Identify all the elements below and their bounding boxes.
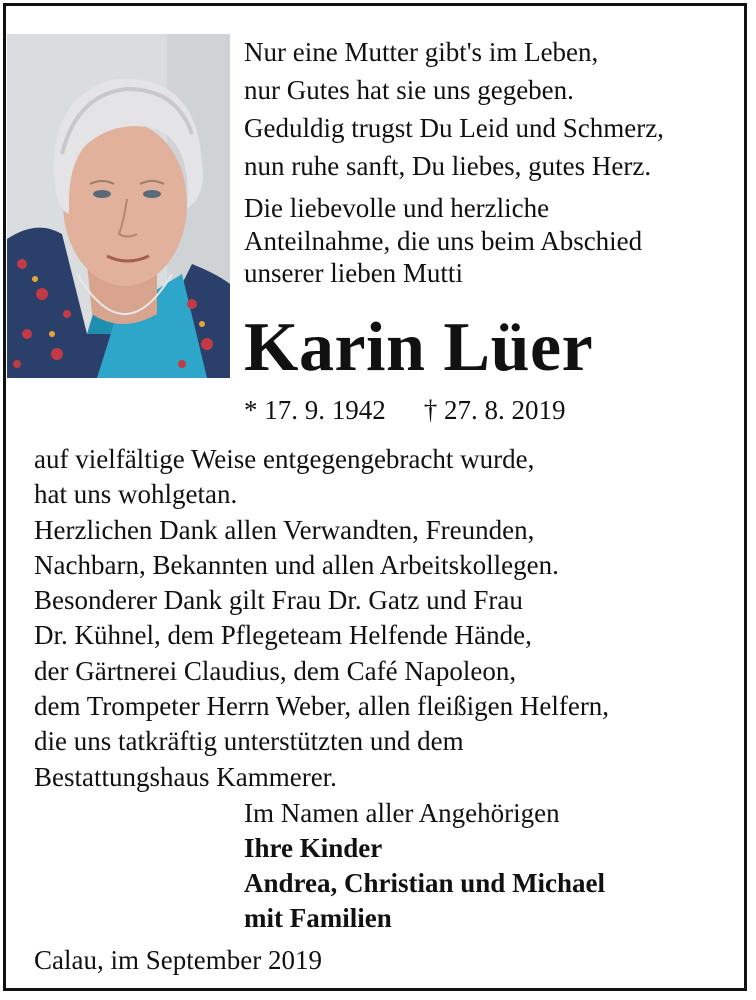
signature-block bbox=[244, 796, 605, 936]
poem-line: nur Gutes hat sie uns gegeben. bbox=[244, 75, 574, 105]
intro-text bbox=[244, 192, 642, 290]
body-line: Herzlichen Dank allen Verwandten, Freunden, bbox=[34, 514, 535, 545]
portrait-photo bbox=[7, 34, 230, 378]
portrait-image bbox=[7, 34, 230, 378]
intro-line: Die liebevolle und herzliche bbox=[244, 193, 550, 223]
birth-date: * 17. 9. 1942 bbox=[244, 395, 386, 425]
place-and-date: Calau, im September 2019 bbox=[34, 945, 322, 975]
signature-families: mit Familien bbox=[244, 903, 392, 933]
body-line: die uns tatkräftig unterstützten und dem bbox=[34, 726, 464, 757]
signature-children: Ihre Kinder bbox=[244, 833, 383, 863]
intro-line: Anteilnahme, die uns beim Abschied bbox=[244, 225, 643, 256]
body-line: Dr. Kühnel, dem Pflegeteam Helfende Hände, bbox=[34, 620, 532, 651]
body-line: auf vielfältige Weise entgegengebracht wurde, bbox=[34, 444, 535, 474]
intro-line: unserer lieben Mutti bbox=[244, 258, 463, 288]
body-line: Bestattungshaus Kammerer. bbox=[34, 761, 337, 792]
poem-line: Geduldig trugst Du Leid und Schmerz, bbox=[244, 113, 664, 143]
body-line: Besonderer Dank gilt Frau Dr. Gatz und Frau bbox=[34, 585, 523, 616]
body-line: der Gärtnerei Claudius, dem Café Napoleon, bbox=[34, 655, 517, 686]
poem-line: Nur eine Mutter gibt's im Leben, bbox=[244, 37, 599, 67]
poem bbox=[244, 33, 664, 185]
signature-names: Andrea, Christian und Michael bbox=[244, 868, 606, 898]
thanks-text bbox=[34, 442, 609, 795]
death-date: † 27. 8. 2019 bbox=[423, 395, 566, 425]
body-line: hat uns wohlgetan. bbox=[34, 479, 238, 510]
life-dates bbox=[244, 394, 566, 426]
signature-intro: Im Namen aller Angehörigen bbox=[244, 798, 560, 828]
deceased-name: Karin Lüer bbox=[244, 309, 594, 386]
body-line: Nachbarn, Bekannten und allen Arbeitskollegen. bbox=[34, 549, 559, 580]
body-line: dem Trompeter Herrn Weber, allen fleißigen Helfern, bbox=[34, 691, 610, 722]
poem-line: nun ruhe sanft, Du liebes, gutes Herz. bbox=[244, 151, 652, 181]
